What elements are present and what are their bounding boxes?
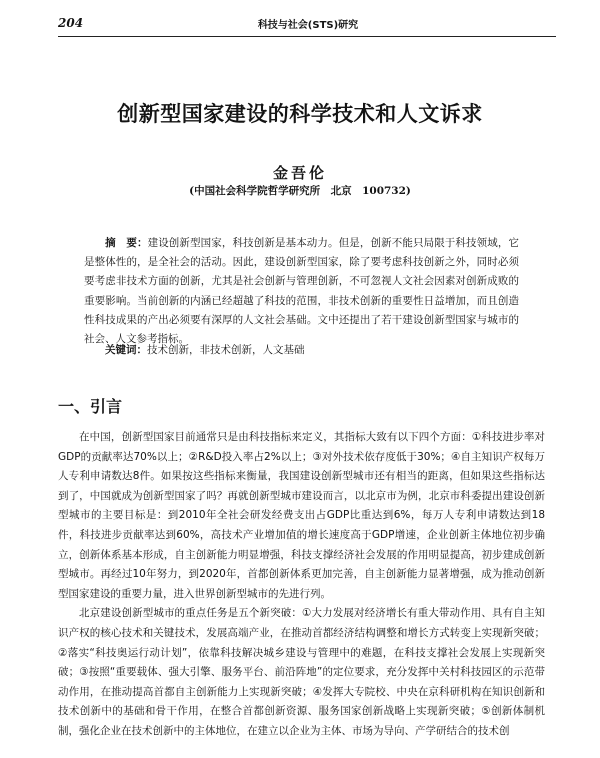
keywords-label: 关键词： [105, 344, 147, 356]
author-affiliation: (中国社会科学院哲学研究所 北京 100732) [189, 185, 411, 197]
body-paragraph-2: 北京建设创新型城市的重点任务是五个新突破：①大力发展对经济增长有重大带动作用、具有自主知识产权的核心技术和关键技术，发展高端产业，在推动首都经济结构调整和增长方式转变上实现新突破；②落实“科技奥运行动计划”，依靠科技解决城乡建设与管理中的难题，在科技支撑社会发展上实现新突破；③按照“重要载体、强大引擎、服务平台、前沿阵地”的定位要求，充分发挥中关村科技园区的示范带动作用，在推动提高首都自主创新能力上实现新突破；④发挥大专院校、中央在京科研机构在知识创新和技术创新中的基础和骨干作用，在整合首都创新资源、服务国家创新战略上实现新突破；⑤创新体制机制，强化企业在技术创新中的主体地位，在建立以企业为主体、市场为导向、产学研结合的技术创 [58, 607, 545, 737]
keywords-text: 技术创新，非技术创新，人文基础 [147, 344, 305, 356]
abstract-label: 摘 要： [105, 237, 148, 249]
page-number: 204 [58, 16, 84, 30]
article-title: 创新型国家建设的科学技术和人文诉求 [117, 101, 483, 126]
section-heading: 一、引言 [58, 397, 123, 416]
running-header [58, 16, 558, 32]
abstract-text: 建设创新型国家，科技创新是基本动力。但是，创新不能只局限于科技领域，它是整体性的，是全社会的活动。因此，建设创新型国家，除了要考虑科技创新之外，同时必须要考虑非技术方面的创新，尤其是社会创新与管理创新，不可忽视人文社会因素对创新成败的重要影响。当前创新的内涵已经超越了科技的范围，非技术创新的重要性日益增加，而且创造性科技成果的产出必须要有深厚的人文社会基础。文中还提出了若干建设创新型国家与城市的社会、人文参考指标。 [84, 237, 519, 346]
keywords [105, 342, 525, 357]
body-paragraph-1: 在中国，创新型国家目前通常只是由科技指标来定义，其指标大致有以下四个方面：①科技进步率对GDP的贡献率达70%以上；②R&D投入率占2%以上；③对外技术依存度低于30%；④自主知识产权每万人专利申请数达8件。如果按这些指标来衡量，我国建设创新型城市还有相当的距离，但如果这些指标达到了，中国就成为创新型国家了吗？再就创新型城市建设而言，以北京市为例，北京市科委提出建设创新型城市的主要目标是：到2010年全社会研发经费支出占GDP比重达到6%，每万人专利申请数达到18件，科技进步贡献率达到60%，高技术产业增加值的增长速度高于GDP增速，企业创新主体地位初步确立，创新体系基本形成，自主创新能力明显增强，科技支撑经济社会发展的作用明显提高，初步建成创新型城市。再经过10年努力，到2020年，首都创新体系更加完善，自主创新能力显著增强，成为推动创新型国家建设的重要力量，进入世界创新型城市的先进行列。 [58, 431, 545, 600]
abstract [84, 234, 519, 349]
body-text [58, 428, 545, 742]
journal-name: 科技与社会(STS)研究 [257, 20, 359, 31]
header-divider [58, 36, 556, 37]
author-name: 金吾伦 [272, 164, 327, 182]
